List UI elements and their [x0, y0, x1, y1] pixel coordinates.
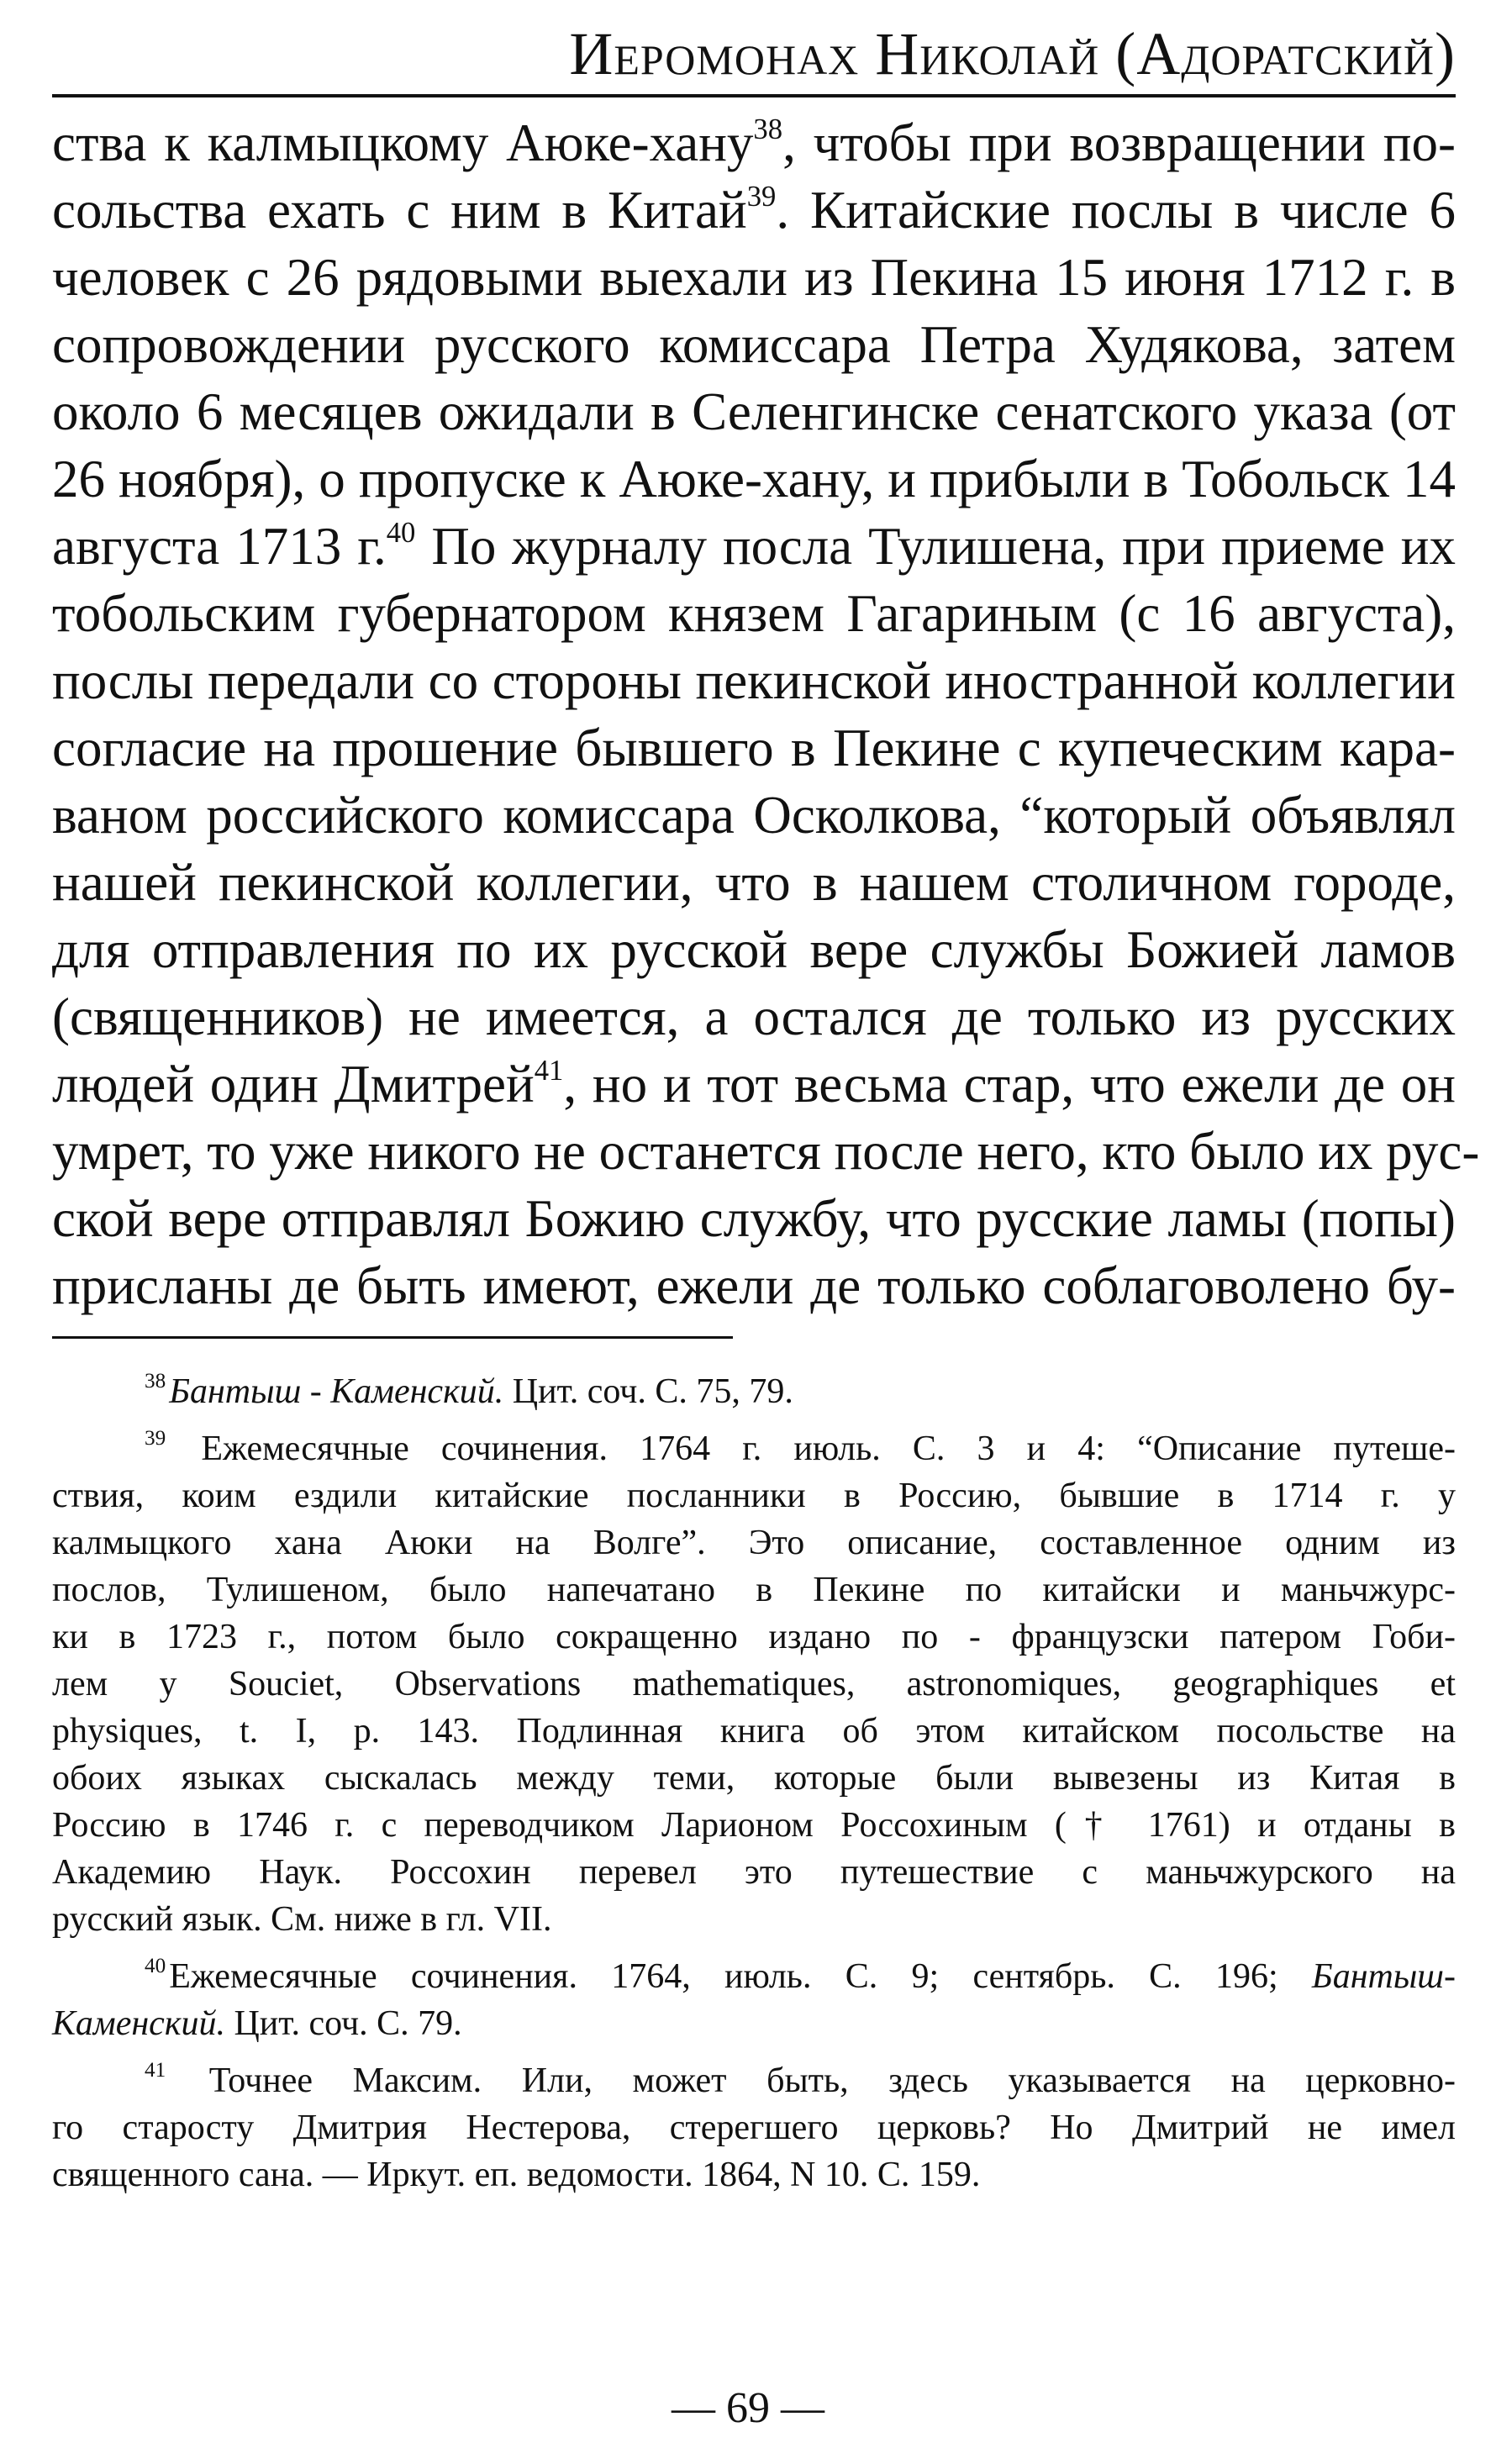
footnote-separator: [52, 1336, 733, 1339]
text-line: августа 1713 г.$^{40}$ По журналу посла Тулишена, при приеме их: [52, 517, 1456, 576]
footnote-line: $^{39}$ Ежемесячные сочинения. 1764 г. июль. С. 3 и 4: “Описание путеше-: [145, 1427, 1456, 1468]
footnote-38: [52, 1368, 1456, 1415]
text-line: для отправления по их русской вере службы Божией ламов: [52, 920, 1456, 979]
footnote-40: [52, 1953, 1456, 2047]
main-text: [52, 109, 1480, 1319]
footnotes: [52, 1368, 1456, 2209]
text-line: присланы де быть имеют, ежели де только соблаговолено бу-: [52, 1256, 1456, 1315]
footnote-ref-40: 40: [386, 517, 416, 550]
text-line: тобольским губернатором князем Гагариным (с 16 августа),: [52, 584, 1456, 643]
footnote-line: $^{41}$ Точнее Максим. Или, может быть, здесь указывается на церковно-: [145, 2059, 1456, 2100]
footnote-line: русский язык. См. ниже в гл. VII.: [52, 1900, 552, 1939]
footnote-39: [52, 1425, 1456, 1943]
text-line: человек с 26 рядовыми выехали из Пекина 15 июня 1712 г. в: [52, 248, 1456, 307]
footnote-line: калмыцкого хана Аюки на Волге”. Это описание, составленное одним из: [52, 1524, 1456, 1562]
footnote-line: $^{40}$Ежемесячные сочинения. 1764, июль. С. 9; сентябрь. С. 196; Бантыш-: [145, 1955, 1456, 1996]
text-line: (священников) не имеется, а остался де только из русских: [52, 987, 1456, 1046]
text-line: нашей пекинской коллегии, что в нашем столичном городе,: [52, 853, 1456, 912]
text-line: ской вере отправлял Божию службу, что русские ламы (попы): [52, 1189, 1456, 1248]
text-line: умрет, то уже никого не останется после него, кто было их рус-: [52, 1122, 1480, 1181]
footnote-line: ствия, коим ездили китайские посланники в Россию, бывшие в 1714 г. у: [52, 1477, 1456, 1515]
footnote-author: Бантыш-: [1311, 1957, 1456, 1996]
text-line: ства к калмыцкому Аюке-хану$^{38}$, чтобы при возвращении по-: [52, 113, 1456, 172]
text-line: согласие на прошение бывшего в Пекине с купеческим кара-: [52, 719, 1456, 777]
text-line: людей один Дмитрей$^{41}$, но и тот весьма стар, что ежели де он: [52, 1055, 1456, 1114]
footnote-number: 40: [145, 1955, 166, 1978]
footnote-ref-41: 41: [534, 1055, 564, 1087]
footnote-line: physiques, t. I, p. 143. Подлинная книга об этом китайском посольстве на: [52, 1712, 1456, 1751]
running-title: Иеромонах Николай (Адоратский): [569, 20, 1456, 87]
text-line: 26 ноября), о пропуске к Аюке-хану, и прибыли в Тобольск 14: [52, 450, 1456, 508]
footnote-author: Бантыш - Каменский.: [169, 1372, 504, 1411]
footnote-number: 38: [145, 1370, 166, 1393]
footnote-line: лем у Souciet, Observations mathematiques, astronomiques, geographiques et: [52, 1665, 1456, 1703]
text-line: сольства ехать с ним в Китай$^{39}$. Китайские послы в числе 6: [52, 181, 1456, 240]
footnote-line: Россию в 1746 г. с переводчиком Ларионом Россохиным († 1761) и отданы в: [52, 1806, 1456, 1845]
text-line: послы передали со стороны пекинской иностранной коллегии: [52, 651, 1456, 710]
footnote-41: [52, 2057, 1456, 2198]
footnote-line: ки в 1723 г., потом было сокращенно издано по - французски патером Гоби-: [52, 1618, 1456, 1656]
footnote-ref-38: 38: [753, 113, 783, 146]
page-number: — 69 —: [672, 2384, 824, 2432]
footnote-ref-39: 39: [746, 181, 777, 213]
footnote-line: Академию Наук. Россохин перевел это путешествие с маньчжурского на: [52, 1853, 1456, 1892]
header-rule: [52, 94, 1456, 97]
text-line: сопровождении русского комиссара Петра Худякова, затем: [52, 315, 1456, 374]
footnote-line: Каменский. Цит. соч. С. 79.: [52, 2004, 462, 2043]
footnote-line: священного сана. — Иркут. еп. ведомости. 1864, N 10. С. 159.: [52, 2156, 981, 2194]
text-line: около 6 месяцев ожидали в Селенгинске сенатского указа (от: [52, 382, 1456, 441]
footnote-author: Каменский.: [52, 2004, 225, 2043]
footnote-line: обоих языках сыскалась между теми, которые были вывезены из Китая в: [52, 1759, 1456, 1798]
footnote-line: $^{38}$Бантыш - Каменский. Цит. соч. С. 75, 79.: [145, 1370, 793, 1411]
text-line: ваном российского комиссара Осколкова, “который объявлял: [52, 786, 1456, 845]
footnote-line: го старосту Дмитрия Нестерова, стерегшего церковь? Но Дмитрий не имел: [52, 2109, 1456, 2147]
footnote-number: 39: [145, 1427, 166, 1450]
footnote-line: послов, Тулишеном, было напечатано в Пекине по китайски и маньчжурс-: [52, 1571, 1456, 1609]
footnote-number: 41: [145, 2059, 166, 2082]
